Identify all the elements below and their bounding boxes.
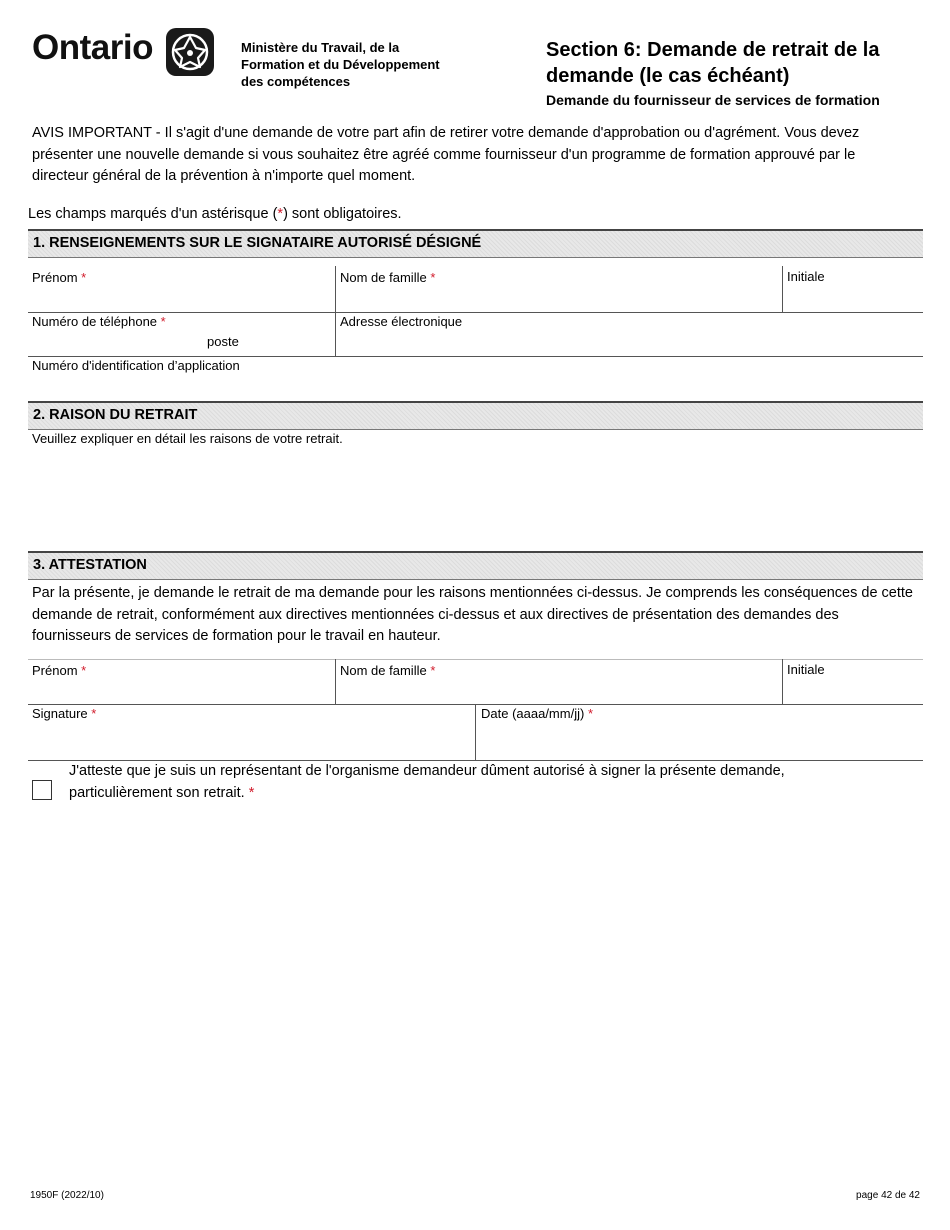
section-title-line: demande (le cas échéant) (546, 65, 790, 87)
required-asterisk: * (277, 206, 284, 222)
s1-initial-label: Initiale (787, 269, 825, 284)
attestation-checkbox-label: J'atteste que je suis un représentant de l'organisme demandeur dûment autorisé à signer la présente demande, particulièrement son retrait. * (69, 763, 785, 801)
section2-title: 2. RAISON DU RETRAIT (33, 407, 198, 423)
section3-header (28, 551, 923, 580)
s1-extension-label: poste (207, 334, 239, 349)
s1-first-name-input[interactable] (30, 286, 330, 310)
s1-initial-input[interactable] (785, 286, 920, 310)
s3-last-name-input[interactable] (338, 680, 778, 702)
s3-date-input[interactable] (479, 724, 919, 758)
ministry-line: Formation et du Développement (241, 57, 440, 72)
s3-date-label: Date (aaaa/mm/jj) * (481, 706, 593, 721)
section-subtitle: Demande du fournisseur de services de formation (546, 92, 880, 108)
important-notice: AVIS IMPORTANT - Il s'agit d'une demande de votre part afin de retirer votre demande d'approbation ou d'agrément. Vous devez présenter une nouvelle demande si vous souhaitez être agréé comme fournisseur d'un programme de formation approuvé par le directeur général de la prévention à n'importe quel moment. (32, 125, 860, 184)
ontario-trillium-icon (166, 28, 214, 76)
s1-app-id-input[interactable] (30, 375, 918, 399)
s3-last-name-label: Nom de famille * (340, 663, 436, 678)
s3-signature-field[interactable] (30, 724, 470, 758)
ministry-line: Ministère du Travail, de la (241, 40, 400, 55)
ministry-name (241, 39, 440, 90)
s2-reason-textarea[interactable] (30, 449, 918, 547)
s1-last-name-label: Nom de famille * (340, 270, 436, 285)
section-title-line: Section 6: Demande de retrait de la (546, 39, 880, 61)
s2-instruction: Veuillez expliquer en détail les raisons de votre retrait. (32, 431, 343, 446)
section1-header (28, 229, 923, 258)
page-number: page 42 de 42 (856, 1190, 920, 1201)
s1-phone-input[interactable] (30, 332, 200, 354)
s1-first-name-label: Prénom * (32, 270, 87, 285)
s3-first-name-input[interactable] (30, 680, 330, 702)
form-number: 1950F (2022/10) (30, 1190, 104, 1201)
s3-first-name-label: Prénom * (32, 663, 87, 678)
attestation-text: Par la présente, je demande le retrait de ma demande pour les raisons mentionnées ci-dessus. Je comprends les conséquences de cette demande de retrait, conformément aux directives mentionnées ci-dessus et aux directives de présentation des demandes des fournisseurs de services de formation pour le travail en hauteur. (32, 585, 913, 644)
section3-title: 3. ATTESTATION (33, 557, 147, 573)
required-note-before: Les champs marqués d'un astérisque ( (28, 206, 278, 222)
attestation-checkbox[interactable] (32, 780, 52, 800)
section-title (546, 37, 879, 89)
ministry-line: des compétences (241, 74, 351, 89)
section2-header (28, 401, 923, 430)
required-fields-note (28, 206, 402, 222)
s1-email-input[interactable] (338, 332, 918, 354)
ontario-logo-text: Ontario (32, 28, 153, 67)
s1-last-name-input[interactable] (338, 286, 778, 310)
s3-signature-label: Signature * (32, 706, 97, 721)
required-note-after: ) sont obligatoires. (283, 206, 402, 222)
section1-title: 1. RENSEIGNEMENTS SUR LE SIGNATAIRE AUTORISÉ DÉSIGNÉ (33, 235, 482, 251)
s1-extension-input[interactable] (245, 332, 330, 354)
s3-initial-label: Initiale (787, 662, 825, 677)
s1-phone-label: Numéro de téléphone * (32, 314, 166, 329)
s1-email-label: Adresse électronique (340, 314, 463, 329)
s3-initial-input[interactable] (785, 680, 920, 702)
s1-app-id-label: Numéro d'identification d’application (32, 358, 240, 373)
